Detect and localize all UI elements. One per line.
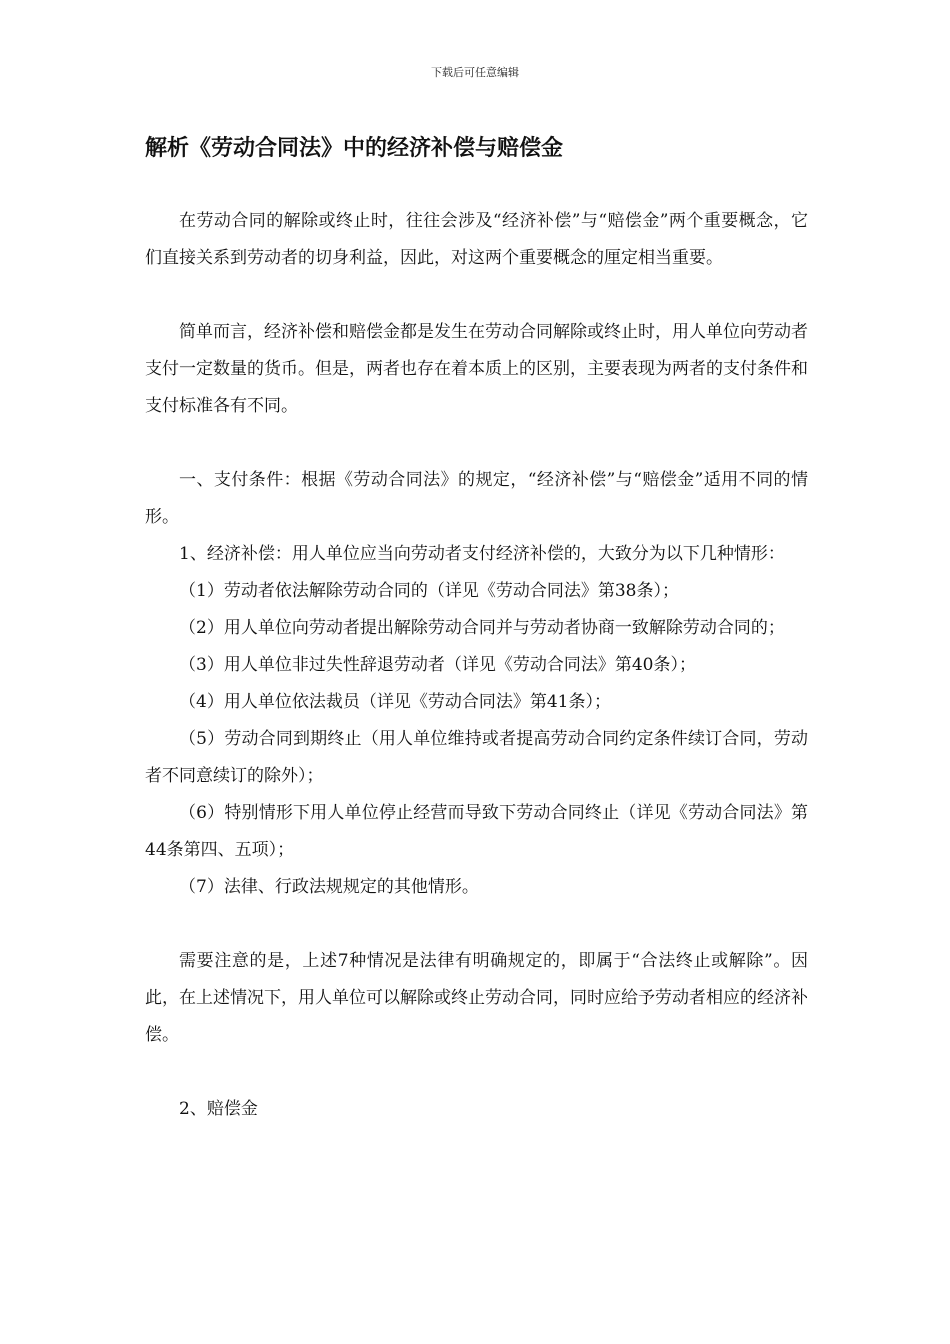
document-title: 解析《劳动合同法》中的经济补偿与赔偿金 — [145, 136, 564, 161]
case-item-1: （1）劳动者依法解除劳动合同的（详见《劳动合同法》第38条）； — [179, 581, 679, 601]
case-item-3: （3）用人单位非过失性辞退劳动者（详见《劳动合同法》第40条）； — [179, 655, 696, 675]
item-2-heading: 2、赔偿金 — [179, 1099, 258, 1119]
case-item-7: （7）法律、行政法规规定的其他情形。 — [179, 877, 479, 897]
summary-paragraph: 简单而言，经济补偿和赔偿金都是发生在劳动合同解除或终止时，用人单位向劳动者支付一定数量的货币。但是，两者也存在着本质上的区别，主要表现为两者的支付条件和支付标准各有不同。 — [145, 322, 808, 416]
case-item-2: （2）用人单位向劳动者提出解除劳动合同并与劳动者协商一致解除劳动合同的； — [179, 618, 785, 638]
intro-paragraph: 在劳动合同的解除或终止时，往往会涉及“经济补偿”与“赔偿金”两个重要概念，它们直接关系到劳动者的切身利益，因此，对这两个重要概念的厘定相当重要。 — [145, 211, 808, 268]
case-item-4: （4）用人单位依法裁员（详见《劳动合同法》第41条）； — [179, 692, 611, 712]
document-body — [145, 203, 808, 1128]
note-paragraph: 需要注意的是，上述7种情况是法律有明确规定的，即属于“合法终止或解除”。因此，在上述情况下，用人单位可以解除或终止劳动合同，同时应给予劳动者相应的经济补偿。 — [145, 951, 808, 1045]
case-item-6: （6）特别情形下用人单位停止经营而导致下劳动合同终止（详见《劳动合同法》第44条第四、五项）； — [145, 803, 808, 860]
paragraph-gap — [145, 906, 808, 943]
item-1-heading: 1、经济补偿：用人单位应当向劳动者支付经济补偿的，大致分为以下几种情形： — [179, 544, 785, 564]
paragraph-gap — [145, 277, 808, 314]
case-item-5: （5）劳动合同到期终止（用人单位维持或者提高劳动合同约定条件续订合同，劳动者不同意续订的除外）； — [145, 729, 808, 786]
paragraph-gap — [145, 1054, 808, 1091]
paragraph-gap — [145, 425, 808, 462]
page-header-note: 下载后可任意编辑 — [431, 66, 519, 79]
section-1-heading: 一、支付条件：根据《劳动合同法》的规定，“经济补偿”与“赔偿金”适用不同的情形。 — [145, 470, 808, 527]
